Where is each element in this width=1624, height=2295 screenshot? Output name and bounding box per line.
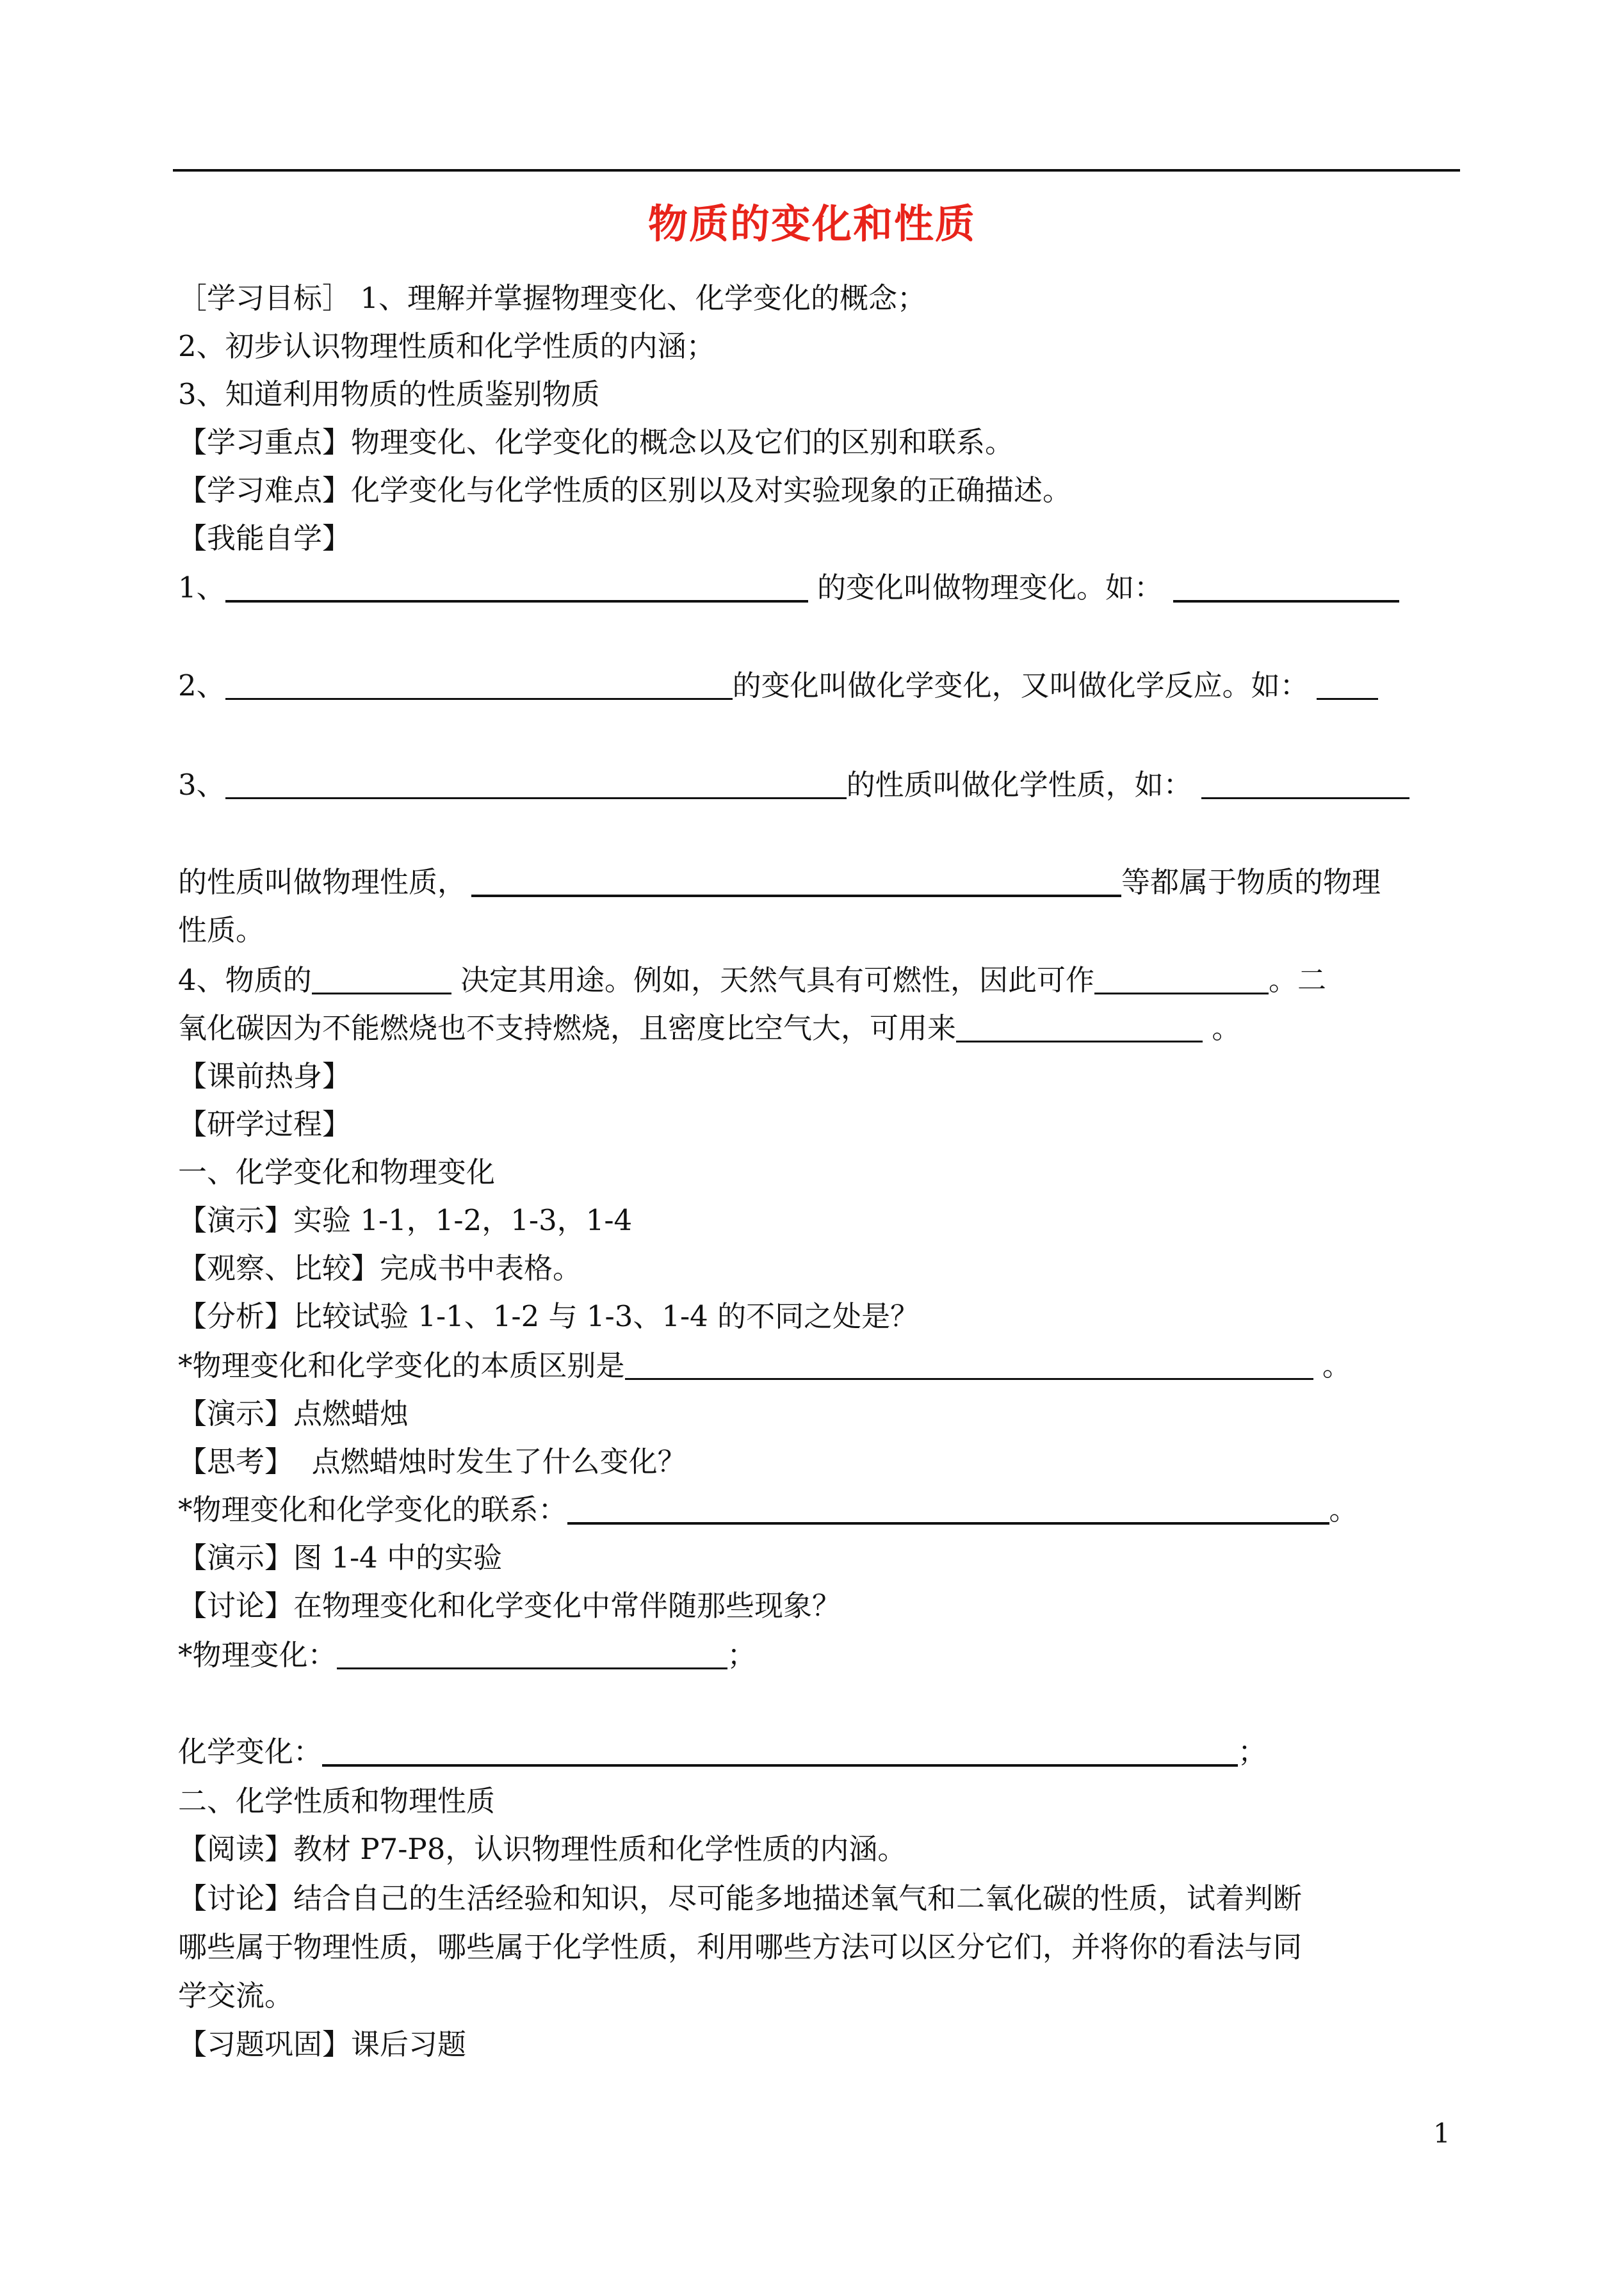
warmup-label: 【课前热身】	[178, 1059, 352, 1093]
exercise-label: 【习题巩固】	[178, 2027, 352, 2061]
essence-blank[interactable]	[625, 1345, 1313, 1380]
demo-3-line	[178, 1537, 502, 1579]
question-4-blank-use[interactable]	[1094, 959, 1269, 994]
question-3-example-blank[interactable]	[1201, 764, 1409, 799]
read-line	[178, 1828, 906, 1870]
discuss-2-line-3: 学交流。	[178, 1979, 294, 2013]
demo-1-line	[178, 1199, 632, 1242]
question-2-blank[interactable]	[225, 665, 733, 700]
discuss-2-label: 【讨论】	[178, 1881, 294, 1915]
question-3-blank[interactable]	[225, 764, 847, 799]
question-4-line	[178, 959, 1326, 1002]
question-4-text-e: 。	[1203, 1011, 1241, 1045]
demo-3-text: 图 1-4 中的实验	[293, 1541, 503, 1575]
question-1-example-blank[interactable]	[1173, 567, 1399, 603]
difficulties-text: 化学变化与化学性质的区别以及对实验现象的正确描述。	[351, 473, 1072, 507]
demo-2-text: 点燃蜡烛	[293, 1397, 409, 1431]
question-2-line	[178, 665, 1378, 707]
essence-line	[178, 1345, 1351, 1387]
question-3-line	[178, 764, 1409, 806]
relation-line	[178, 1489, 1358, 1531]
question-1-text: 的变化叫做物理变化。如：	[808, 571, 1163, 604]
key-points-line	[178, 421, 1014, 464]
chemical-change-label: 化学变化：	[178, 1735, 323, 1769]
question-3b-text-a: 的性质叫做物理性质，	[178, 865, 467, 899]
objectives-bracket-close: ］	[322, 281, 352, 315]
question-4-text-a: 4、物质的	[178, 963, 312, 997]
demo-1-text: 实验 1-1，1-2，1-3，1-4	[293, 1203, 633, 1237]
exercise-line	[178, 2023, 466, 2066]
discuss-2-line-1	[178, 1877, 1302, 1920]
observe-label: 【观察、比较】	[178, 1251, 380, 1285]
question-3-number: 3、	[178, 768, 225, 802]
question-3b-text-b: 等都属于物质的物理	[1121, 865, 1381, 899]
question-1-line	[178, 567, 1399, 609]
question-4-text-b: 决定其用途。例如，天然气具有可燃性，因此可作	[451, 963, 1094, 997]
physical-change-label: *物理变化：	[178, 1638, 337, 1672]
key-points-label: 【学习重点】	[178, 425, 352, 459]
discuss-2-text-1: 结合自己的生活经验和知识，尽可能多地描述氧气和二氧化碳的性质，试着判断	[293, 1881, 1303, 1915]
relation-text: *物理变化和化学变化的联系：	[178, 1493, 567, 1527]
question-4-blank-co2[interactable]	[956, 1007, 1203, 1042]
self-study-label: 【我能自学】	[178, 521, 352, 555]
relation-blank[interactable]	[567, 1489, 1329, 1525]
discuss-1-label: 【讨论】	[178, 1589, 294, 1623]
question-4-blank-property[interactable]	[312, 959, 451, 994]
question-3b-blank[interactable]	[471, 861, 1121, 897]
question-4-text-d: 氧化碳因为不能燃烧也不支持燃烧，且密度比空气大，可用来	[178, 1011, 957, 1045]
section-1-heading: 一、化学变化和物理变化	[178, 1155, 496, 1189]
analysis-line	[178, 1295, 919, 1338]
question-3b-continuation: 性质。	[178, 913, 265, 947]
physical-change-line	[178, 1634, 756, 1676]
analysis-text: 比较试验 1-1、1-2 与 1-3、1-4 的不同之处是？	[293, 1299, 920, 1333]
think-line	[178, 1441, 686, 1483]
analysis-label: 【分析】	[178, 1299, 294, 1333]
exercise-text: 课后习题	[351, 2027, 467, 2061]
difficulties-label: 【学习难点】	[178, 473, 352, 507]
objectives-line	[178, 277, 926, 320]
header-rule	[173, 169, 1460, 172]
objective-item-1: 1、理解并掌握物理变化、化学变化的概念；	[360, 281, 926, 315]
question-2-text: 的变化叫做化学变化，又叫做化学反应。如：	[732, 669, 1309, 702]
objectives-bracket-open: ［	[178, 281, 207, 315]
demo-2-label: 【演示】	[178, 1397, 294, 1431]
read-label: 【阅读】	[178, 1832, 294, 1866]
read-text: 教材 P7-P8，认识物理性质和化学性质的内涵。	[293, 1832, 907, 1866]
demo-2-line	[178, 1393, 409, 1435]
think-text: 点燃蜡烛时发生了什么变化？	[293, 1445, 686, 1479]
relation-end: 。	[1329, 1493, 1358, 1527]
discuss-2-line-2: 哪些属于物理性质，哪些属于化学性质，利用哪些方法可以区分它们，并将你的看法与同	[178, 1930, 1303, 1964]
objective-item-3: 3、知道利用物质的性质鉴别物质	[178, 377, 600, 411]
chemical-change-blank[interactable]	[322, 1731, 1238, 1767]
difficulties-line	[178, 469, 1071, 512]
objectives-label: 学习目标	[207, 281, 323, 315]
process-label: 【研学过程】	[178, 1107, 352, 1141]
page-title: 物质的变化和性质	[647, 200, 976, 247]
physical-change-blank[interactable]	[337, 1634, 727, 1669]
page-number: 1	[1433, 2118, 1450, 2149]
chemical-change-line	[178, 1731, 1267, 1773]
discuss-1-line	[178, 1585, 841, 1627]
question-3b-line	[178, 861, 1381, 904]
observe-line	[178, 1247, 581, 1290]
observe-text: 完成书中表格。	[380, 1251, 582, 1285]
key-points-text: 物理变化、化学变化的概念以及它们的区别和联系。	[351, 425, 1014, 459]
essence-end: 。	[1313, 1349, 1351, 1383]
demo-3-label: 【演示】	[178, 1541, 294, 1575]
chemical-change-end: ；	[1238, 1735, 1267, 1769]
physical-change-end: ；	[727, 1638, 756, 1672]
essence-text: *物理变化和化学变化的本质区别是	[178, 1349, 625, 1383]
question-4-line-2	[178, 1007, 1240, 1050]
question-2-example-blank[interactable]	[1317, 665, 1378, 700]
question-1-blank[interactable]	[225, 567, 808, 603]
question-4-text-c: 。二	[1268, 963, 1326, 997]
question-3-text: 的性质叫做化学性质，如：	[846, 768, 1192, 802]
section-2-heading: 二、化学性质和物理性质	[178, 1784, 496, 1818]
discuss-1-text: 在物理变化和化学变化中常伴随那些现象？	[293, 1589, 841, 1623]
question-2-number: 2、	[178, 669, 225, 702]
question-1-number: 1、	[178, 571, 225, 604]
objective-item-2: 2、初步认识物理性质和化学性质的内涵；	[178, 329, 715, 363]
demo-1-label: 【演示】	[178, 1203, 294, 1237]
think-label: 【思考】	[178, 1445, 294, 1479]
